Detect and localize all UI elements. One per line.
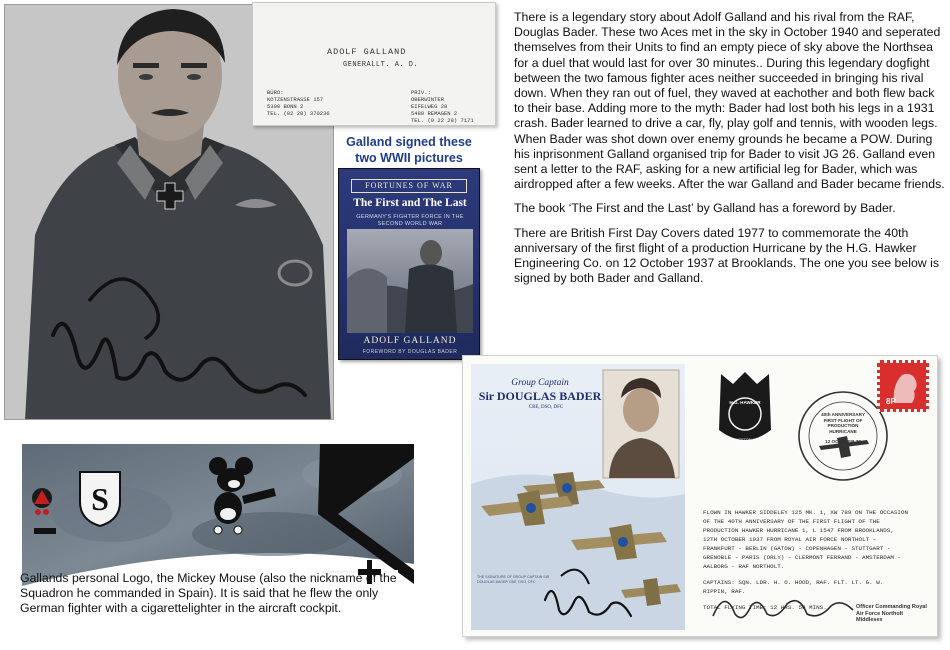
postmark-label: 40th ANNIVERSARY FIRST FLIGHT OF PRODUCTION HURRICANE: [821, 412, 865, 434]
cover-illustration-area: [471, 364, 685, 630]
card-private-address: PRIV.: OBERWINTER EIFELWEG 28 5480 REMAGEN 2 TEL. (0 22 28) 7171: [411, 89, 474, 124]
card-name: ADOLF GALLAND: [327, 47, 407, 57]
book-title: The First and The Last: [353, 197, 467, 209]
book-photo-illustration: [347, 229, 473, 333]
story-text: [514, 10, 946, 295]
signed-pictures-caption: Galland signed these two WWII pictures: [346, 135, 472, 165]
story-paragraph-covers: There are British First Day Covers dated 1977 to commemorate the 40th anniversary of the first flight of a production Hurricane by the H.G. Hawker Engineering Co. on 12 October 1937 at Brooklands. The one you see below is signed by both Bader and Galland.: [514, 225, 939, 286]
stamp-value: 8P: [886, 397, 896, 406]
hawker-badge-title: H.G. HAWKER: [729, 400, 761, 405]
book-cover: [338, 168, 480, 360]
book-cover-photo: [347, 229, 473, 333]
postmark-date: 12 OCTOBER 77: [825, 439, 861, 444]
galland-business-card: [252, 2, 496, 126]
mickey-mouse-caption: Gallands personal Logo, the Mickey Mouse (also the nickname of the Squadron he commanded in Spain). It is said that he flew the only German fighter with a cigarettelighter in the aircraft cockpit.: [20, 571, 397, 615]
cover-group-captain: Group Captain: [511, 378, 569, 388]
bader-signature: [707, 584, 857, 624]
aircraft-fuselage-panel: [22, 444, 414, 586]
first-day-cover: [462, 355, 938, 637]
cover-flying-time: TOTAL FLYING TIME: 12 HRS. 50 MINS.: [703, 604, 827, 611]
cover-flown-text: FLOWN IN HAWKER SIDDELEY 125 MK. 1, XW 789 ON THE OCCASION OF THE 40TH ANNIVERSARY OF THE FIRST FLIGHT OF THE PRODUCTION HAWKER HURRICANE 1, L 1547 FROM BROOKLANDS, 12TH OCTOBER 1937 FROM ROYAL AIR FORCE NORTHOLT - FRANKFURT - BERLIN (GATOW) - COPENHAGEN - STUTTGART - GRENOBLE - PARIS (ORLY) - CLERMONT FERRAND - AMSTERDAM - AALBORG - RAF NORTHOLT.: [703, 509, 909, 570]
book-author: ADOLF GALLAND: [363, 336, 457, 346]
queen-stamp: [877, 360, 929, 412]
book-foreword: FOREWORD BY DOUGLAS BADER: [362, 349, 458, 355]
fuselage-illustration: [22, 444, 414, 586]
book-series: FORTUNES OF WAR: [351, 179, 467, 193]
story-paragraph-book: The book ‘The First and the Last’ by Galland has a foreword by Bader.: [514, 201, 896, 216]
cover-bader-name: Sir DOUGLAS BADER: [478, 389, 602, 403]
card-rank: GENERALLT. A. D.: [343, 61, 419, 69]
hawker-badge-location: KINGSTON ON THAMES: [731, 438, 759, 446]
story-paragraph-legend: There is a legendary story about Adolf Galland and his rival from the RAF, Douglas Bader. These two Aces met in the sky in October 1940 and seperated themselves from their Units to find an empty piece of sky above the Northsea for a duel that would last for over 30 minutes.. During this legendary dogfight between the two famous fighter aces neither succeeded in bringing his rival down. When they ran out of fuel, they waved at eachother and both flew back to their base. Adding more to the myth: Bader had lost both his legs in a 1931 crash. Bader learned to drive a car, fly, play golf and tennis, with wooden legs. When Bader was shot down over enemy grounds he became a POW. During his inprisonment Galland organised trip for Bader to visit JG 26. Galland even sent a letter to the RAF, asking for a new artificial leg for Bader, which was airdropped after a few weeks. After the war Galland and Bader became friends.: [514, 10, 945, 192]
cover-bader-honours: CBE, DSO, DFC: [528, 405, 564, 410]
book-subtitle: GERMANY'S FIGHTER FORCE IN THE SECOND WORLD WAR: [356, 214, 464, 227]
card-office-address: BÜRO: KOTZENSTRASSE 157 5300 BONN 2 TEL. (02 28) 370236: [267, 89, 330, 117]
cover-fine-print: THE SIGNATURE OF GROUP CAPTAIN SIR DOUGLAS BADER CBE, DSO, DFC: [477, 575, 550, 584]
cover-officer-commanding: Officer Commanding Royal Air Force Northolt Middlesex: [856, 604, 927, 623]
squadron-emblem-letter: S: [91, 481, 109, 517]
cover-captains: CAPTAINS: SQN. LDR. H. O. HOOD, RAF. FLT. LT. G. W. RIPPIN, RAF.: [703, 579, 884, 595]
